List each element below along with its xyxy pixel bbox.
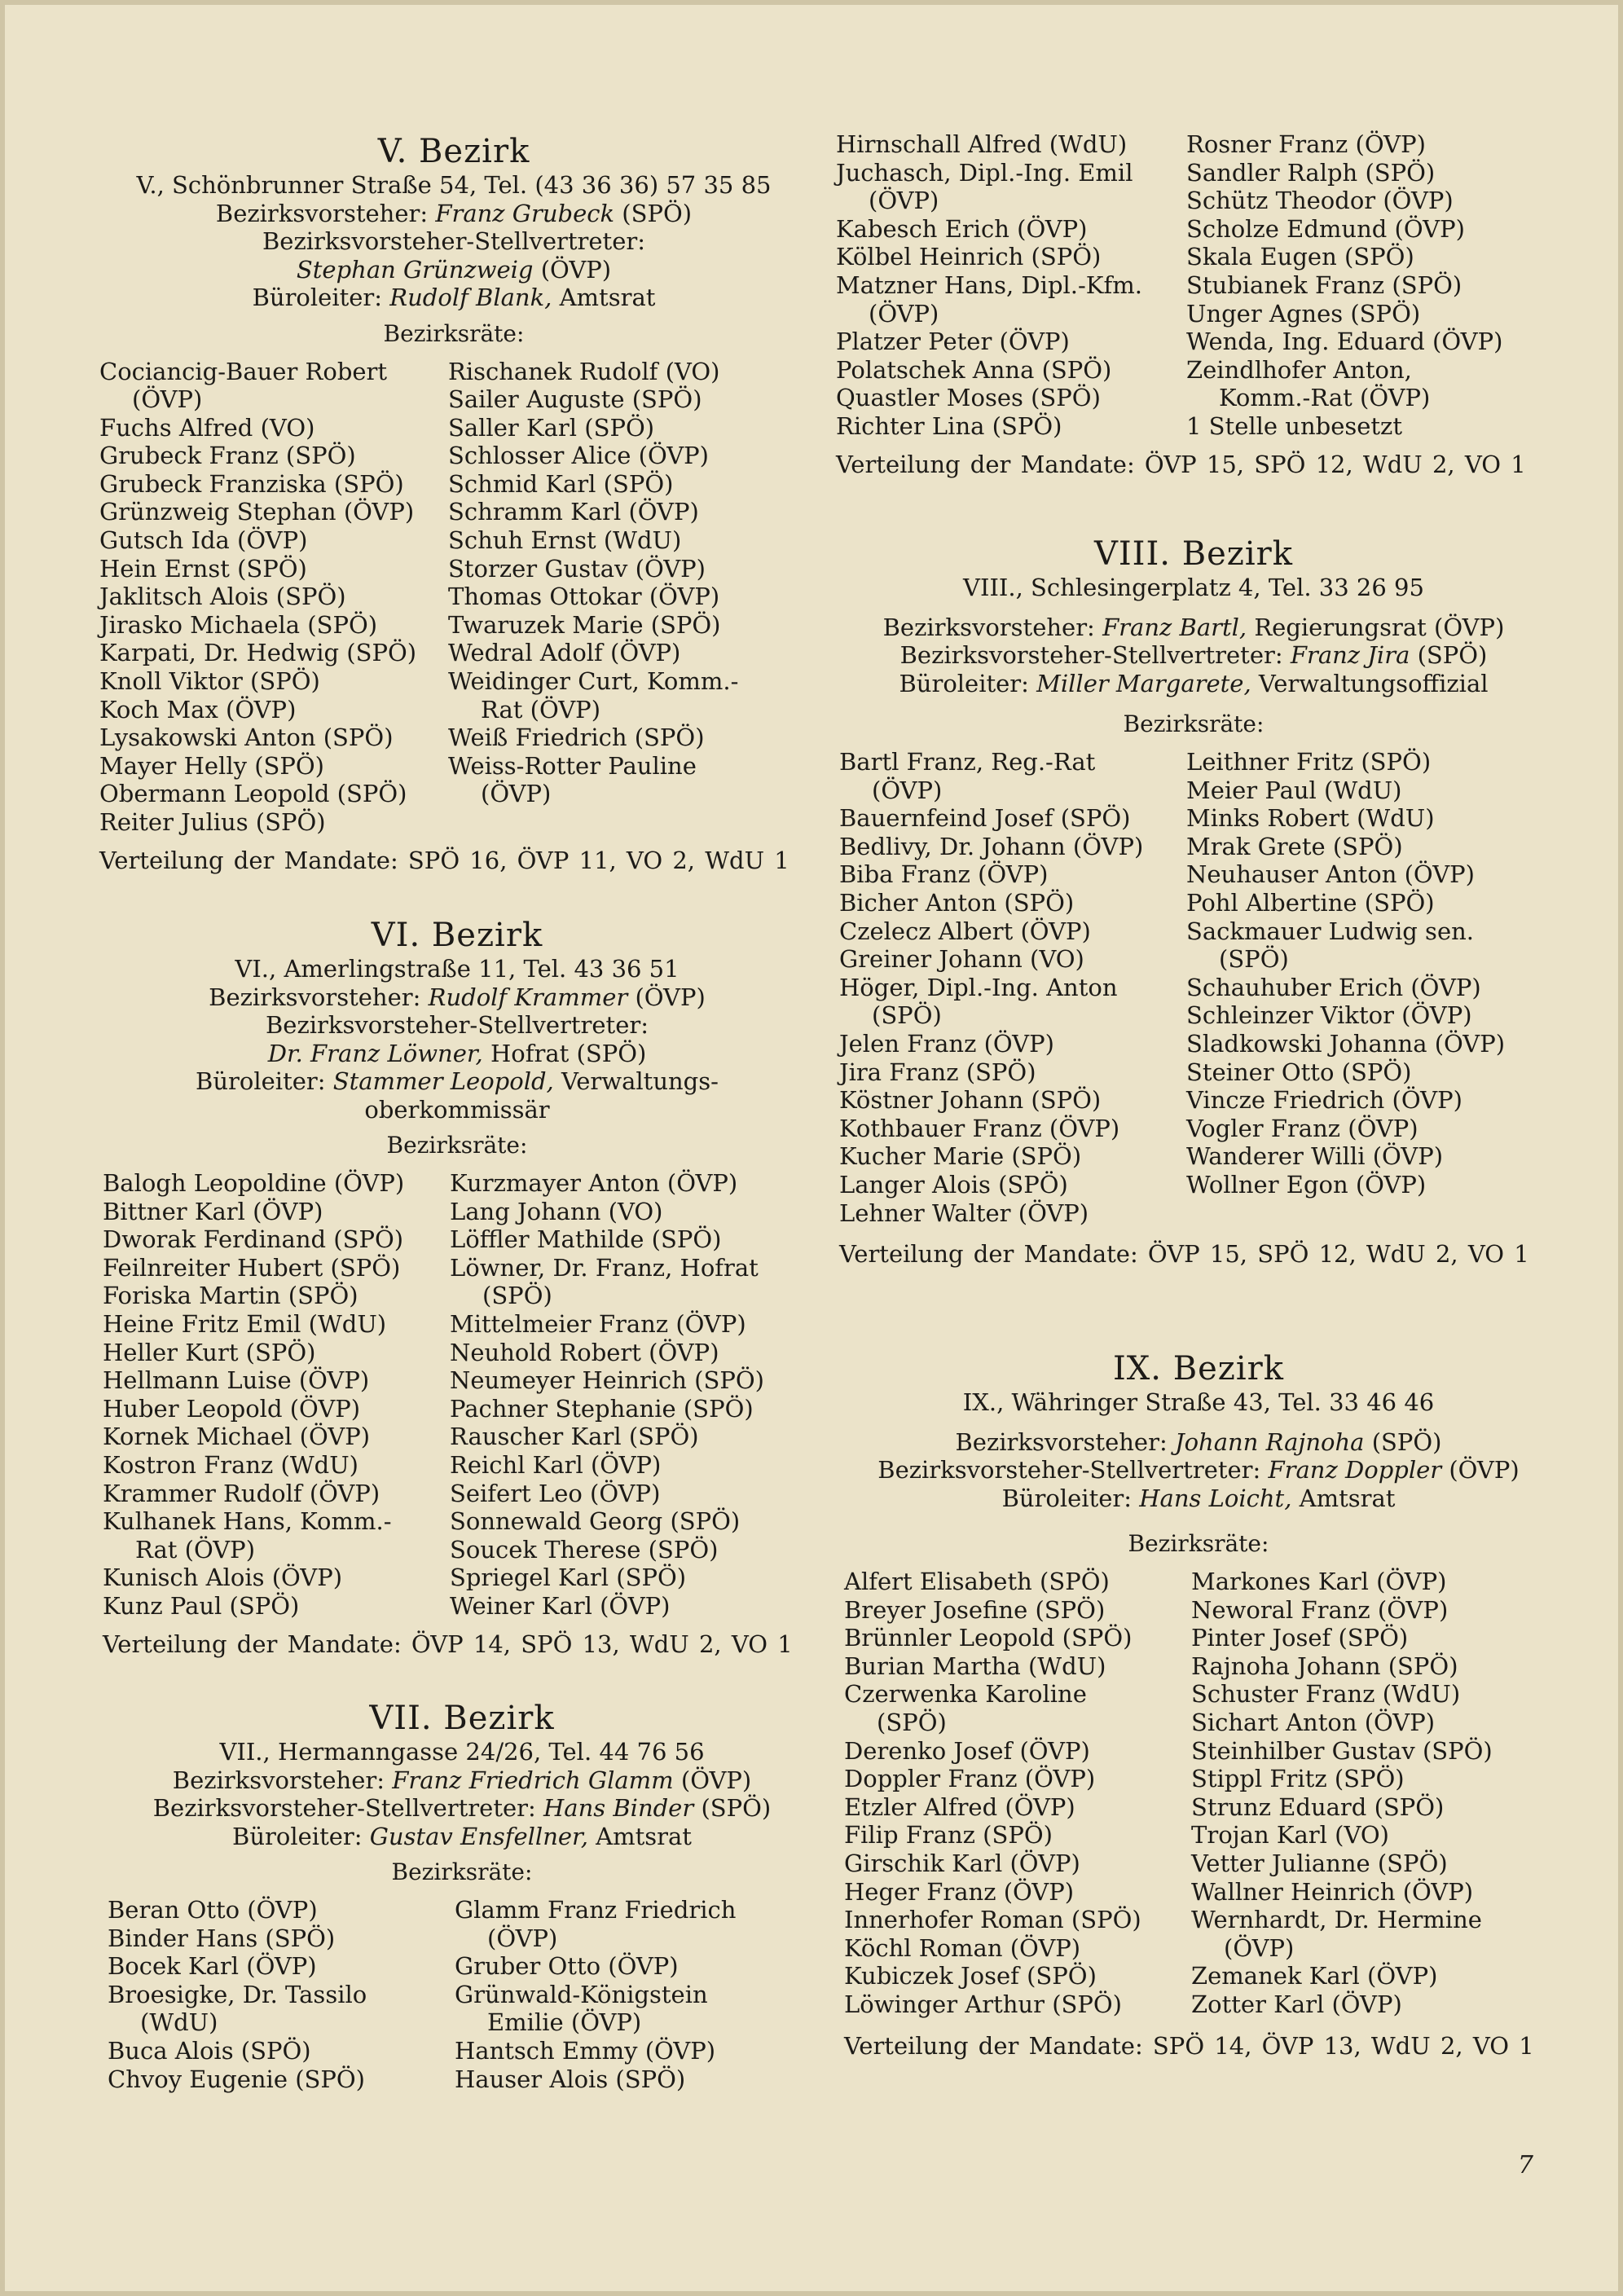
list-item: Höger, Dipl.-Ing. Anton	[839, 973, 1118, 1001]
council-list	[108, 1896, 816, 2093]
list-item: Vetter Julianne (SPÖ)	[1191, 1849, 1448, 1877]
stellvertreter-line: Dr. Franz Löwner, Hofrat (SPÖ)	[267, 1039, 647, 1067]
list-item: Sladkowski Johanna (ÖVP)	[1186, 1029, 1506, 1058]
bueroleiter-line: Büroleiter: Hans Loicht, Amtsrat	[1001, 1484, 1396, 1512]
list-item: Neuhauser Anton (ÖVP)	[1186, 860, 1475, 889]
list-item: Kölbel Heinrich (SPÖ)	[836, 243, 1102, 271]
list-item: Chvoy Eugenie (SPÖ)	[108, 2065, 365, 2093]
list-item: Schuh Ernst (WdU)	[448, 526, 682, 555]
list-item: Weiner Karl (ÖVP)	[450, 1591, 671, 1620]
list-item: Schmid Karl (SPÖ)	[448, 469, 674, 498]
list-item: Karpati, Dr. Hedwig (SPÖ)	[99, 639, 417, 667]
list-item: Neworal Franz (ÖVP)	[1191, 1595, 1449, 1624]
council-list	[839, 748, 1548, 1227]
list-item: (WdU)	[140, 2008, 218, 2037]
list-item: Komm.-Rat (ÖVP)	[1219, 384, 1431, 412]
list-item: Doppler Franz (ÖVP)	[844, 1765, 1096, 1793]
vorsteher-line: Bezirksvorsteher: Franz Bartl, Regierungsrat (ÖVP)	[882, 613, 1505, 641]
list-item: 1 Stelle unbesetzt	[1186, 411, 1402, 440]
stellvertreter-label: Bezirksvorsteher-Stellvertreter:	[265, 1011, 649, 1039]
list-item: Gruber Otto (ÖVP)	[455, 1952, 679, 1981]
list-item: (ÖVP)	[872, 776, 943, 804]
list-item: Unger Agnes (SPÖ)	[1186, 299, 1421, 328]
list-item: Rat (ÖVP)	[135, 1535, 256, 1564]
list-item: Köstner Johann (SPÖ)	[839, 1086, 1102, 1115]
section-title: IX. Bezirk	[1113, 1350, 1284, 1388]
list-item: (ÖVP)	[481, 780, 552, 808]
district-vii-continued	[836, 130, 1545, 478]
list-item: Kothbauer Franz (ÖVP)	[839, 1114, 1120, 1142]
list-item: Schauhuber Erich (ÖVP)	[1186, 973, 1481, 1001]
list-item: Hein Ernst (SPÖ)	[99, 554, 307, 583]
council-left-column	[839, 748, 1186, 1227]
mandate-distribution: Verteilung der Mandate: ÖVP 15, SPÖ 12, WdU 2, VO 1	[839, 1240, 1529, 1269]
list-item: Polatschek Anna (SPÖ)	[836, 355, 1112, 384]
list-item: (ÖVP)	[132, 385, 203, 414]
section-title: VI. Bezirk	[371, 917, 543, 954]
address-line: IX., Währinger Straße 43, Tel. 33 46 46	[962, 1388, 1435, 1416]
list-item: Skala Eugen (SPÖ)	[1186, 243, 1414, 271]
list-item: Greiner Johann (VO)	[839, 945, 1084, 974]
list-item: Feilnreiter Hubert (SPÖ)	[103, 1253, 401, 1282]
list-item: Wollner Egon (ÖVP)	[1186, 1170, 1427, 1199]
bezirksraete-heading: Bezirksräte:	[383, 319, 525, 347]
list-item: Pachner Stephanie (SPÖ)	[450, 1394, 754, 1423]
list-item: Mayer Helly (SPÖ)	[99, 751, 324, 780]
list-item: Schramm Karl (ÖVP)	[448, 498, 699, 526]
list-item: Jira Franz (SPÖ)	[839, 1058, 1036, 1086]
list-item: Storzer Gustav (ÖVP)	[448, 554, 706, 583]
list-item: Jelen Franz (ÖVP)	[839, 1029, 1054, 1058]
list-item: Strunz Eduard (SPÖ)	[1191, 1792, 1445, 1821]
council-left-column	[99, 358, 448, 837]
list-item: (ÖVP)	[1224, 1933, 1295, 1962]
list-item: Alfert Elisabeth (SPÖ)	[844, 1568, 1110, 1595]
council-left-column	[836, 130, 1186, 441]
list-item: Czelecz Albert (ÖVP)	[839, 917, 1091, 945]
list-item: (SPÖ)	[872, 1001, 942, 1030]
bezirksraete-heading: Bezirksräte:	[391, 1858, 533, 1885]
list-item: Buca Alois (SPÖ)	[108, 2036, 311, 2065]
list-item: (ÖVP)	[869, 299, 939, 328]
list-item: Scholze Edmund (ÖVP)	[1186, 214, 1465, 243]
list-item: Quastler Moses (SPÖ)	[836, 384, 1101, 412]
list-item: Kurzmayer Anton (ÖVP)	[450, 1169, 738, 1197]
list-item: Rischanek Rudolf (VO)	[448, 357, 720, 385]
list-item: Sichart Anton (ÖVP)	[1191, 1708, 1436, 1736]
list-item: Juchasch, Dipl.-Ing. Emil	[836, 158, 1133, 187]
list-item: Foriska Martin (SPÖ)	[103, 1282, 358, 1310]
list-item: Saller Karl (SPÖ)	[448, 413, 655, 442]
stellvertreter-line: Bezirksvorsteher-Stellvertreter: Franz Jira (SPÖ)	[899, 641, 1488, 669]
list-item: (SPÖ)	[877, 1708, 947, 1736]
list-item: Weiß Friedrich (SPÖ)	[448, 724, 705, 752]
list-item: Twaruzek Marie (SPÖ)	[448, 610, 721, 639]
list-item: Rat (ÖVP)	[481, 695, 601, 724]
list-item: Filip Franz (SPÖ)	[844, 1821, 1053, 1850]
list-item: Czerwenka Karoline	[844, 1680, 1087, 1709]
list-item: Grubeck Franziska (SPÖ)	[99, 469, 404, 498]
list-item: Breyer Josefine (SPÖ)	[844, 1595, 1106, 1624]
list-item: Trojan Karl (VO)	[1191, 1821, 1389, 1850]
list-item: Biba Franz (ÖVP)	[839, 860, 1049, 889]
list-item: Bedlivy, Dr. Johann (ÖVP)	[839, 832, 1144, 860]
bueroleiter-line: Büroleiter: Gustav Ensfellner, Amtsrat	[232, 1822, 692, 1850]
district-viii	[839, 534, 1548, 1269]
vorsteher-line: Bezirksvorsteher: Rudolf Krammer (ÖVP)	[209, 983, 706, 1011]
stellvertreter-label: Bezirksvorsteher-Stellvertreter:	[262, 227, 646, 255]
list-item: Hantsch Emmy (ÖVP)	[455, 2036, 716, 2065]
list-item: Sonnewald Georg (SPÖ)	[450, 1507, 741, 1536]
list-item: Vogler Franz (ÖVP)	[1186, 1114, 1418, 1142]
district-vii	[108, 1699, 816, 2093]
mandate-distribution: Verteilung der Mandate: ÖVP 14, SPÖ 13, WdU 2, VO 1	[103, 1630, 793, 1658]
list-item: Huber Leopold (ÖVP)	[103, 1394, 361, 1423]
list-item: Innerhofer Roman (SPÖ)	[844, 1906, 1141, 1934]
vorsteher-line: Bezirksvorsteher: Franz Friedrich Glamm (ÖVP)	[172, 1766, 752, 1794]
list-item: Meier Paul (WdU)	[1186, 776, 1402, 804]
list-item: Rauscher Karl (SPÖ)	[450, 1423, 699, 1451]
stellvertreter-line: Bezirksvorsteher-Stellvertreter: Hans Binder (SPÖ)	[152, 1794, 772, 1822]
list-item: Kucher Marie (SPÖ)	[839, 1142, 1082, 1171]
bueroleiter-line: Büroleiter: Miller Margarete, Verwaltungsoffizial	[899, 669, 1489, 697]
vorsteher-line: Bezirksvorsteher: Franz Grubeck (SPÖ)	[215, 199, 693, 227]
bueroleiter-line-cont: oberkommissär	[364, 1095, 550, 1124]
list-item: Rajnoha Johann (SPÖ)	[1191, 1652, 1458, 1680]
list-item: Spriegel Karl (SPÖ)	[450, 1564, 687, 1592]
list-item: Lehner Walter (ÖVP)	[839, 1199, 1089, 1227]
list-item: Heine Fritz Emil (WdU)	[103, 1309, 387, 1338]
list-item: Wallner Heinrich (ÖVP)	[1191, 1877, 1474, 1906]
stellvertreter-line: Bezirksvorsteher-Stellvertreter: Franz Doppler (ÖVP)	[877, 1456, 1520, 1484]
list-item: Sackmauer Ludwig sen.	[1186, 917, 1474, 945]
list-item: Kostron Franz (WdU)	[103, 1450, 358, 1479]
district-ix	[844, 1349, 1553, 2060]
council-list	[836, 130, 1545, 441]
list-item: Sailer Auguste (SPÖ)	[448, 385, 702, 414]
list-item: Binder Hans (SPÖ)	[108, 1924, 336, 1952]
list-item: Broesigke, Dr. Tassilo	[108, 1980, 367, 2008]
list-item: Bicher Anton (SPÖ)	[839, 888, 1075, 917]
list-item: Kubiczek Josef (SPÖ)	[844, 1962, 1097, 1990]
bezirksraete-heading: Bezirksräte:	[386, 1132, 528, 1159]
list-item: Langer Alois (SPÖ)	[839, 1170, 1068, 1199]
section-title: V. Bezirk	[377, 133, 530, 170]
list-item: Zotter Karl (ÖVP)	[1191, 1990, 1402, 2018]
list-item: Löwner, Dr. Franz, Hofrat	[450, 1253, 759, 1282]
list-item: Grünwald-Königstein	[455, 1980, 708, 2008]
page-number: 7	[1517, 2151, 1533, 2179]
list-item: Wernhardt, Dr. Hermine	[1191, 1906, 1482, 1934]
council-list	[103, 1169, 812, 1621]
list-item: Grünzweig Stephan (ÖVP)	[99, 498, 415, 526]
list-item: Platzer Peter (ÖVP)	[836, 328, 1070, 356]
list-item: Matzner Hans, Dipl.-Kfm.	[836, 271, 1142, 299]
list-item: (SPÖ)	[1219, 945, 1289, 974]
list-item: Zemanek Karl (ÖVP)	[1191, 1962, 1438, 1990]
list-item: Pohl Albertine (SPÖ)	[1186, 888, 1435, 917]
list-item: Hauser Alois (SPÖ)	[455, 2065, 686, 2093]
list-item: Schlosser Alice (ÖVP)	[448, 442, 709, 470]
list-item: Wedral Adolf (ÖVP)	[448, 639, 681, 667]
list-item: Stippl Fritz (SPÖ)	[1191, 1765, 1405, 1793]
council-left-column	[103, 1169, 450, 1621]
address-line: VI., Amerlingstraße 11, Tel. 43 36 51	[235, 955, 680, 983]
list-item: Steinhilber Gustav (SPÖ)	[1191, 1736, 1493, 1765]
list-item: Schuster Franz (WdU)	[1191, 1680, 1461, 1709]
council-left-column	[844, 1568, 1191, 2019]
list-item: Jirasko Michaela (SPÖ)	[99, 610, 378, 639]
list-item: Lysakowski Anton (SPÖ)	[99, 724, 394, 752]
list-item: Bittner Karl (ÖVP)	[103, 1197, 323, 1225]
list-item: Richter Lina (SPÖ)	[836, 411, 1062, 440]
list-item: Zeindlhofer Anton,	[1186, 355, 1412, 384]
council-right-column	[450, 1169, 764, 1621]
list-item: Kunz Paul (SPÖ)	[103, 1591, 300, 1620]
list-item: Grubeck Franz (SPÖ)	[99, 442, 356, 470]
council-right-column	[1191, 1568, 1493, 2019]
list-item: Reiter Julius (SPÖ)	[99, 808, 326, 836]
bueroleiter-line: Büroleiter: Stammer Leopold, Verwaltungs-	[196, 1067, 719, 1095]
list-item: Beran Otto (ÖVP)	[108, 1896, 318, 1924]
council-left-column	[108, 1896, 455, 2093]
list-item: Gutsch Ida (ÖVP)	[99, 526, 308, 555]
list-item: Heller Kurt (SPÖ)	[103, 1338, 316, 1366]
list-item: Heger Franz (ÖVP)	[844, 1877, 1075, 1906]
bezirksraete-heading: Bezirksräte:	[1123, 710, 1265, 737]
stellvertreter-line: Stephan Grünzweig (ÖVP)	[296, 255, 612, 284]
list-item: Pinter Josef (SPÖ)	[1191, 1624, 1409, 1652]
council-right-column	[455, 1896, 736, 2093]
district-v	[99, 132, 808, 874]
list-item: Sandler Ralph (SPÖ)	[1186, 158, 1436, 187]
list-item: Steiner Otto (SPÖ)	[1186, 1058, 1412, 1086]
section-title: VIII. Bezirk	[1093, 535, 1293, 573]
bezirksraete-heading: Bezirksräte:	[1128, 1530, 1269, 1557]
list-item: Schleinzer Viktor (ÖVP)	[1186, 1001, 1472, 1030]
address-line: VIII., Schlesingerplatz 4, Tel. 33 26 95	[963, 574, 1424, 601]
list-item: Emilie (ÖVP)	[487, 2008, 642, 2037]
list-item: Schütz Theodor (ÖVP)	[1186, 187, 1454, 215]
list-item: Etzler Alfred (ÖVP)	[844, 1792, 1075, 1821]
bueroleiter-line: Büroleiter: Rudolf Blank, Amtsrat	[252, 284, 656, 311]
list-item: Balogh Leopoldine (ÖVP)	[103, 1169, 405, 1197]
list-item: Kabesch Erich (ÖVP)	[836, 214, 1088, 243]
list-item: Soucek Therese (SPÖ)	[450, 1535, 719, 1564]
list-item: Knoll Viktor (SPÖ)	[99, 667, 320, 696]
list-item: Bartl Franz, Reg.-Rat	[839, 748, 1096, 776]
list-item: Leithner Fritz (SPÖ)	[1186, 748, 1432, 776]
list-item: Koch Max (ÖVP)	[99, 695, 297, 724]
list-item: Bocek Karl (ÖVP)	[108, 1952, 317, 1981]
list-item: Vincze Friedrich (ÖVP)	[1186, 1086, 1462, 1115]
list-item: Löffler Mathilde (SPÖ)	[450, 1225, 722, 1254]
section-title: VII. Bezirk	[369, 1700, 555, 1737]
list-item: (SPÖ)	[482, 1282, 552, 1310]
list-item: Seifert Leo (ÖVP)	[450, 1479, 661, 1507]
list-item: Kornek Michael (ÖVP)	[103, 1423, 371, 1451]
mandate-distribution: Verteilung der Mandate: SPÖ 14, ÖVP 13, WdU 2, VO 1	[844, 2031, 1534, 2060]
list-item: Glamm Franz Friedrich	[455, 1896, 737, 1924]
mandate-distribution: Verteilung der Mandate: SPÖ 16, ÖVP 11, VO 2, WdU 1	[99, 846, 790, 874]
list-item: Lang Johann (VO)	[450, 1197, 663, 1225]
address-line: VII., Hermanngasse 24/26, Tel. 44 76 56	[219, 1738, 705, 1766]
list-item: Brünnler Leopold (SPÖ)	[844, 1624, 1133, 1652]
list-item: Wenda, Ing. Eduard (ÖVP)	[1186, 328, 1503, 356]
list-item: Kunisch Alois (ÖVP)	[103, 1564, 343, 1592]
list-item: Bauernfeind Josef (SPÖ)	[839, 804, 1131, 833]
list-item: Fuchs Alfred (VO)	[99, 413, 315, 442]
list-item: Minks Robert (WdU)	[1186, 804, 1435, 833]
list-item: Obermann Leopold (SPÖ)	[99, 780, 407, 808]
vorsteher-line: Bezirksvorsteher: Johann Rajnoha (SPÖ)	[955, 1427, 1442, 1456]
list-item: Burian Martha (WdU)	[844, 1652, 1106, 1680]
list-item: (ÖVP)	[869, 187, 939, 215]
council-list	[844, 1568, 1553, 2019]
council-right-column	[448, 358, 738, 837]
list-item: Köchl Roman (ÖVP)	[844, 1933, 1081, 1962]
list-item: Mrak Grete (SPÖ)	[1186, 832, 1403, 860]
list-item: Derenko Josef (ÖVP)	[844, 1736, 1090, 1765]
list-item: Thomas Ottokar (ÖVP)	[448, 583, 720, 611]
list-item: Girschik Karl (ÖVP)	[844, 1849, 1080, 1877]
list-item: Markones Karl (ÖVP)	[1191, 1568, 1447, 1595]
list-item: Rosner Franz (ÖVP)	[1186, 130, 1426, 158]
list-item: Krammer Rudolf (ÖVP)	[103, 1479, 380, 1507]
list-item: Löwinger Arthur (SPÖ)	[844, 1990, 1122, 2018]
council-right-column	[1186, 130, 1502, 441]
list-item: Hirnschall Alfred (WdU)	[836, 130, 1128, 158]
list-item: Cociancig-Bauer Robert	[99, 357, 388, 385]
list-item: Weiss-Rotter Pauline	[448, 751, 697, 780]
address-line: V., Schönbrunner Straße 54, Tel. (43 36 36) 57 35 85	[136, 171, 772, 199]
list-item: Dworak Ferdinand (SPÖ)	[103, 1225, 404, 1254]
mandate-distribution: Verteilung der Mandate: ÖVP 15, SPÖ 12, WdU 2, VO 1	[836, 450, 1526, 478]
district-vi	[103, 916, 812, 1658]
list-item: Kulhanek Hans, Komm.-	[103, 1507, 392, 1536]
list-item: Stubianek Franz (SPÖ)	[1186, 271, 1462, 299]
list-item: (ÖVP)	[487, 1924, 558, 1952]
list-item: Neumeyer Heinrich (SPÖ)	[450, 1366, 764, 1395]
list-item: Wanderer Willi (ÖVP)	[1186, 1142, 1444, 1171]
council-right-column	[1186, 748, 1505, 1227]
list-item: Neuhold Robert (ÖVP)	[450, 1338, 719, 1366]
list-item: Jaklitsch Alois (SPÖ)	[99, 583, 346, 611]
list-item: Hellmann Luise (ÖVP)	[103, 1366, 370, 1395]
council-list	[99, 358, 808, 837]
list-item: Mittelmeier Franz (ÖVP)	[450, 1309, 746, 1338]
list-item: Weidinger Curt, Komm.-	[448, 667, 739, 696]
list-item: Reichl Karl (ÖVP)	[450, 1450, 662, 1479]
